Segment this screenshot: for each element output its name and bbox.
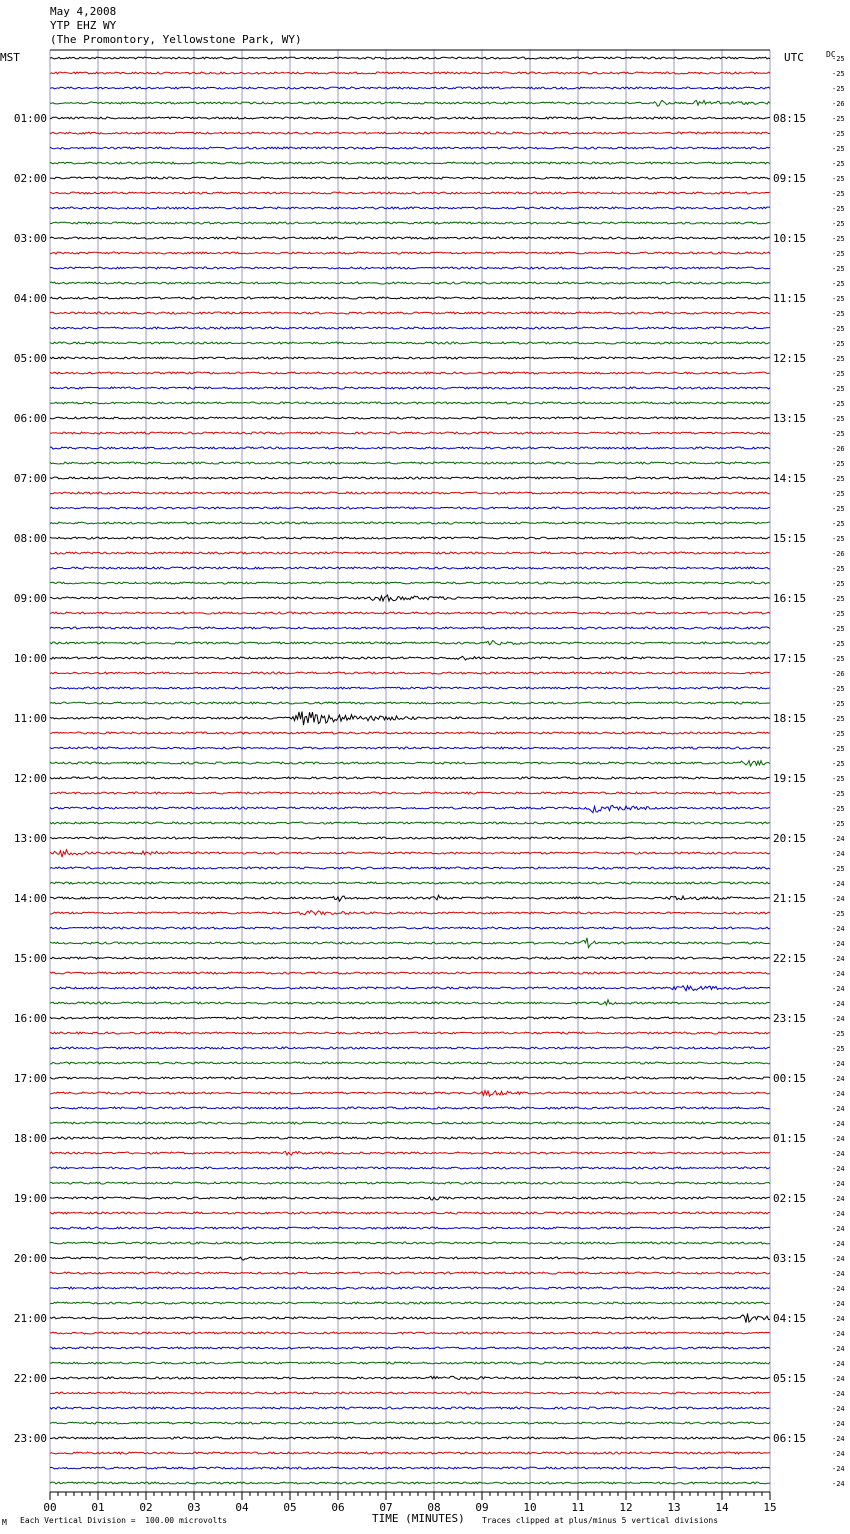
seismic-trace-59 xyxy=(50,927,770,929)
hour-label-left: 10:00 xyxy=(13,652,47,665)
dc-offset-label: -24 xyxy=(832,1225,845,1233)
seismic-trace-4 xyxy=(50,100,770,106)
dc-offset-label: -24 xyxy=(832,1360,845,1368)
seismic-trace-35 xyxy=(50,567,770,569)
x-tick-label: 09 xyxy=(475,1501,489,1514)
seismic-trace-54 xyxy=(50,850,770,858)
seismic-trace-11 xyxy=(50,207,770,209)
seismic-trace-31 xyxy=(50,507,770,509)
dc-offset-label: -25 xyxy=(832,340,845,348)
x-tick-label: 08 xyxy=(427,1501,441,1514)
dc-offset-label: -25 xyxy=(832,220,845,228)
dc-offset-label: -24 xyxy=(832,1165,845,1173)
dc-offset-label: -25 xyxy=(832,190,845,198)
dc-offset-label: -26 xyxy=(832,445,845,453)
hour-label-left: 21:00 xyxy=(13,1312,47,1325)
hour-label-left: 08:00 xyxy=(13,532,47,545)
scale-note: Each Vertical Division = 100.00 microvolts xyxy=(20,1516,228,1525)
dc-offset-label: -25 xyxy=(832,640,845,648)
seismic-trace-52 xyxy=(50,822,770,824)
dc-offset-label: -25 xyxy=(832,1045,845,1053)
dc-offset-label: -24 xyxy=(832,940,845,948)
seismic-trace-20 xyxy=(50,342,770,344)
seismic-trace-14 xyxy=(50,252,770,254)
seismic-trace-6 xyxy=(50,132,770,134)
seismic-trace-89 xyxy=(50,1376,770,1379)
seismic-trace-25 xyxy=(50,417,770,419)
dc-offset-label: -25 xyxy=(832,790,845,798)
dc-offset-label: -25 xyxy=(832,820,845,828)
dc-offset-label: -25 xyxy=(832,85,845,93)
dc-offset-label: -24 xyxy=(832,1315,845,1323)
seismic-trace-24 xyxy=(50,402,770,404)
seismic-trace-51 xyxy=(50,805,770,812)
seismic-trace-90 xyxy=(50,1392,770,1394)
dc-offset-label: -24 xyxy=(832,1375,845,1383)
dc-offset-label: -25 xyxy=(832,475,845,483)
seismic-trace-74 xyxy=(50,1151,770,1155)
dc-offset-label: -25 xyxy=(832,70,845,78)
seismic-trace-12 xyxy=(50,222,770,224)
dc-offset-label: -24 xyxy=(832,850,845,858)
dc-offset-label: -26 xyxy=(832,100,845,108)
dc-offset-label: -25 xyxy=(832,625,845,633)
dc-offset-label: -25 xyxy=(832,715,845,723)
seismic-trace-33 xyxy=(50,537,770,539)
dc-offset-label: -24 xyxy=(832,1465,845,1473)
dc-offset-label: -24 xyxy=(832,1150,845,1158)
seismic-trace-63 xyxy=(50,986,770,991)
dc-offset-label: -24 xyxy=(832,1480,845,1488)
hour-label-right: 06:15 xyxy=(773,1432,807,1445)
seismic-trace-23 xyxy=(50,387,770,389)
dc-offset-label: -25 xyxy=(832,1030,845,1038)
plot-date: May 4,2008 xyxy=(50,5,117,18)
plot-title: YTP EHZ WY xyxy=(50,19,117,32)
left-timezone-label: MST xyxy=(0,51,20,64)
dc-offset-label: -24 xyxy=(832,1270,845,1278)
seismic-trace-79 xyxy=(50,1227,770,1229)
dc-offset-label: -24 xyxy=(832,1120,845,1128)
hour-label-right: 04:15 xyxy=(773,1312,807,1325)
dc-offset-label: -25 xyxy=(832,265,845,273)
seismic-trace-94 xyxy=(50,1452,770,1454)
dc-offset-label: -24 xyxy=(832,955,845,963)
dc-offset-label: -24 xyxy=(832,1075,845,1083)
dc-offset-label: -25 xyxy=(832,325,845,333)
seismic-trace-17 xyxy=(50,297,770,299)
hour-label-right: 19:15 xyxy=(773,772,807,785)
seismic-trace-39 xyxy=(50,627,770,629)
dc-offset-label: -24 xyxy=(832,1090,845,1098)
dc-offset-label: -25 xyxy=(832,775,845,783)
dc-offset-label: -24 xyxy=(832,1435,845,1443)
seismic-trace-87 xyxy=(50,1347,770,1349)
hour-label-left: 02:00 xyxy=(13,172,47,185)
dc-offset-label: -24 xyxy=(832,1000,845,1008)
dc-offset-label: -24 xyxy=(832,1210,845,1218)
footer-mark: M xyxy=(2,1518,7,1527)
dc-offset-label: -25 xyxy=(832,160,845,168)
seismic-trace-9 xyxy=(50,177,770,179)
seismic-trace-57 xyxy=(50,895,770,901)
seismic-trace-50 xyxy=(50,792,770,794)
seismic-trace-67 xyxy=(50,1047,770,1049)
seismic-trace-56 xyxy=(50,882,770,884)
hour-label-left: 16:00 xyxy=(13,1012,47,1025)
seismic-trace-40 xyxy=(50,641,770,645)
hour-label-right: 03:15 xyxy=(773,1252,807,1265)
x-tick-label: 01 xyxy=(91,1501,105,1514)
dc-offset-label: -26 xyxy=(832,550,845,558)
seismic-trace-49 xyxy=(50,777,770,779)
dc-offset-label: -24 xyxy=(832,985,845,993)
dc-offset-label: -24 xyxy=(832,1195,845,1203)
x-tick-label: 10 xyxy=(523,1501,537,1514)
dc-offset-label: -24 xyxy=(832,1135,845,1143)
hour-label-right: 11:15 xyxy=(773,292,807,305)
dc-offset-label: -25 xyxy=(832,730,845,738)
x-tick-label: 11 xyxy=(571,1501,585,1514)
seismic-trace-8 xyxy=(50,162,770,164)
hour-label-right: 16:15 xyxy=(773,592,807,605)
dc-offset-label: -24 xyxy=(832,1285,845,1293)
hour-label-right: 00:15 xyxy=(773,1072,807,1085)
seismic-trace-60 xyxy=(50,938,770,948)
seismic-trace-46 xyxy=(50,732,770,734)
dc-offset-label: -24 xyxy=(832,1105,845,1113)
dc-offset-label: -25 xyxy=(832,385,845,393)
seismic-trace-62 xyxy=(50,972,770,974)
dc-offset-label: -24 xyxy=(832,1240,845,1248)
hour-label-right: 05:15 xyxy=(773,1372,807,1385)
seismic-trace-75 xyxy=(50,1167,770,1169)
dc-label: DC xyxy=(826,50,836,59)
dc-offset-label: -25 xyxy=(832,490,845,498)
seismic-trace-92 xyxy=(50,1422,770,1424)
seismic-trace-88 xyxy=(50,1362,770,1364)
hour-label-left: 09:00 xyxy=(13,592,47,605)
seismic-trace-65 xyxy=(50,1017,770,1019)
x-tick-label: 12 xyxy=(619,1501,633,1514)
hour-label-left: 12:00 xyxy=(13,772,47,785)
seismic-trace-16 xyxy=(50,282,770,284)
dc-offset-label: -25 xyxy=(832,55,845,63)
hour-label-right: 14:15 xyxy=(773,472,807,485)
x-tick-label: 15 xyxy=(763,1501,777,1514)
seismic-trace-36 xyxy=(50,582,770,584)
seismic-trace-69 xyxy=(50,1077,770,1079)
seismic-trace-2 xyxy=(50,72,770,74)
seismic-trace-32 xyxy=(50,522,770,524)
dc-offset-label: -25 xyxy=(832,415,845,423)
seismic-trace-30 xyxy=(50,492,770,494)
dc-offset-label: -25 xyxy=(832,565,845,573)
x-tick-label: 02 xyxy=(139,1501,153,1514)
seismic-trace-70 xyxy=(50,1091,770,1097)
seismic-trace-86 xyxy=(50,1332,770,1334)
dc-offset-label: -25 xyxy=(832,430,845,438)
x-tick-label: 03 xyxy=(187,1501,201,1514)
dc-offset-label: -25 xyxy=(832,250,845,258)
seismic-trace-85 xyxy=(50,1313,770,1322)
dc-offset-label: -24 xyxy=(832,1300,845,1308)
dc-offset-label: -24 xyxy=(832,1060,845,1068)
hour-label-left: 23:00 xyxy=(13,1432,47,1445)
hour-label-left: 22:00 xyxy=(13,1372,47,1385)
x-axis-title: TIME (MINUTES) xyxy=(372,1512,465,1525)
x-tick-label: 06 xyxy=(331,1501,345,1514)
seismic-trace-21 xyxy=(50,357,770,359)
dc-offset-label: -25 xyxy=(832,355,845,363)
dc-offset-label: -25 xyxy=(832,115,845,123)
seismic-trace-34 xyxy=(50,552,770,554)
hour-label-left: 07:00 xyxy=(13,472,47,485)
dc-offset-label: -25 xyxy=(832,535,845,543)
dc-offset-label: -24 xyxy=(832,1390,845,1398)
seismic-trace-45 xyxy=(50,712,770,726)
seismic-trace-83 xyxy=(50,1287,770,1289)
hour-label-right: 02:15 xyxy=(773,1192,807,1205)
hour-label-right: 01:15 xyxy=(773,1132,807,1145)
seismic-trace-27 xyxy=(50,447,770,449)
dc-offset-label: -24 xyxy=(832,970,845,978)
seismic-trace-95 xyxy=(50,1467,770,1469)
hour-label-left: 15:00 xyxy=(13,952,47,965)
dc-offset-label: -24 xyxy=(832,1450,845,1458)
seismic-trace-84 xyxy=(50,1302,770,1304)
hour-label-left: 19:00 xyxy=(13,1192,47,1205)
seismic-trace-15 xyxy=(50,267,770,269)
seismic-trace-42 xyxy=(50,672,770,674)
seismic-trace-66 xyxy=(50,1032,770,1034)
hour-label-right: 09:15 xyxy=(773,172,807,185)
hour-label-left: 17:00 xyxy=(13,1072,47,1085)
dc-offset-label: -25 xyxy=(832,460,845,468)
dc-offset-label: -25 xyxy=(832,505,845,513)
seismic-trace-38 xyxy=(50,612,770,614)
plot-subtitle: (The Promontory, Yellowstone Park, WY) xyxy=(50,33,302,46)
dc-offset-label: -25 xyxy=(832,175,845,183)
dc-offset-label: -24 xyxy=(832,925,845,933)
dc-offset-label: -25 xyxy=(832,280,845,288)
seismic-trace-13 xyxy=(50,237,770,239)
hour-label-right: 12:15 xyxy=(773,352,807,365)
dc-offset-label: -25 xyxy=(832,595,845,603)
seismic-trace-43 xyxy=(50,687,770,689)
dc-offset-label: -25 xyxy=(832,655,845,663)
dc-offset-label: -24 xyxy=(832,1420,845,1428)
dc-offset-label: -25 xyxy=(832,145,845,153)
dc-offset-label: -25 xyxy=(832,205,845,213)
seismic-trace-10 xyxy=(50,192,770,194)
hour-label-right: 13:15 xyxy=(773,412,807,425)
clip-note: Traces clipped at plus/minus 5 vertical divisions xyxy=(482,1516,719,1525)
seismic-trace-47 xyxy=(50,747,770,749)
hour-label-right: 15:15 xyxy=(773,532,807,545)
hour-label-right: 20:15 xyxy=(773,832,807,845)
hour-label-left: 11:00 xyxy=(13,712,47,725)
x-tick-label: 14 xyxy=(715,1501,729,1514)
hour-label-left: 20:00 xyxy=(13,1252,47,1265)
seismic-trace-3 xyxy=(50,87,770,89)
dc-offset-label: -25 xyxy=(832,580,845,588)
hour-label-right: 08:15 xyxy=(773,112,807,125)
dc-offset-label: -25 xyxy=(832,295,845,303)
x-tick-label: 04 xyxy=(235,1501,249,1514)
dc-offset-label: -24 xyxy=(832,1405,845,1413)
hour-label-left: 04:00 xyxy=(13,292,47,305)
dc-offset-label: -24 xyxy=(832,1255,845,1263)
dc-offset-label: -25 xyxy=(832,760,845,768)
dc-offset-label: -24 xyxy=(832,1345,845,1353)
x-tick-label: 05 xyxy=(283,1501,297,1514)
seismic-trace-26 xyxy=(50,432,770,434)
dc-offset-label: -24 xyxy=(832,1015,845,1023)
seismic-trace-80 xyxy=(50,1242,770,1244)
seismic-trace-64 xyxy=(50,1000,770,1005)
dc-offset-label: -25 xyxy=(832,520,845,528)
seismic-trace-19 xyxy=(50,327,770,329)
dc-offset-label: -24 xyxy=(832,1330,845,1338)
hour-label-right: 21:15 xyxy=(773,892,807,905)
seismic-trace-53 xyxy=(50,837,770,839)
dc-offset-label: -25 xyxy=(832,310,845,318)
hour-label-left: 14:00 xyxy=(13,892,47,905)
dc-offset-label: -25 xyxy=(832,745,845,753)
hour-label-right: 17:15 xyxy=(773,652,807,665)
dc-offset-label: -24 xyxy=(832,880,845,888)
dc-offset-label: -25 xyxy=(832,130,845,138)
x-tick-label: 07 xyxy=(379,1501,393,1514)
dc-offset-label: -24 xyxy=(832,835,845,843)
seismic-trace-96 xyxy=(50,1482,770,1484)
dc-offset-label: -25 xyxy=(832,910,845,918)
seismic-trace-93 xyxy=(50,1437,770,1439)
hour-label-right: 23:15 xyxy=(773,1012,807,1025)
dc-offset-label: -25 xyxy=(832,370,845,378)
seismic-trace-68 xyxy=(50,1062,770,1064)
seismic-trace-18 xyxy=(50,312,770,314)
dc-offset-label: -25 xyxy=(832,235,845,243)
dc-offset-label: -25 xyxy=(832,700,845,708)
seismic-trace-29 xyxy=(50,477,770,479)
seismic-trace-71 xyxy=(50,1107,770,1109)
right-timezone-label: UTC xyxy=(784,51,804,64)
seismic-trace-77 xyxy=(50,1197,770,1200)
dc-offset-label: -24 xyxy=(832,895,845,903)
hour-label-left: 13:00 xyxy=(13,832,47,845)
hour-label-right: 18:15 xyxy=(773,712,807,725)
seismic-trace-73 xyxy=(50,1137,770,1139)
seismic-trace-28 xyxy=(50,462,770,464)
hour-label-left: 01:00 xyxy=(13,112,47,125)
seismic-trace-78 xyxy=(50,1212,770,1214)
hour-label-left: 18:00 xyxy=(13,1132,47,1145)
dc-offset-label: -25 xyxy=(832,685,845,693)
hour-label-left: 03:00 xyxy=(13,232,47,245)
seismic-trace-37 xyxy=(50,595,770,601)
seismic-trace-5 xyxy=(50,117,770,119)
dc-offset-label: -25 xyxy=(832,400,845,408)
seismic-trace-22 xyxy=(50,372,770,374)
seismic-trace-58 xyxy=(50,911,770,915)
seismic-trace-82 xyxy=(50,1272,770,1274)
dc-offset-label: -25 xyxy=(832,865,845,873)
seismic-trace-41 xyxy=(50,656,770,660)
dc-offset-label: -24 xyxy=(832,1180,845,1188)
hour-label-left: 05:00 xyxy=(13,352,47,365)
seismic-trace-44 xyxy=(50,702,770,704)
seismic-trace-81 xyxy=(50,1257,770,1260)
dc-offset-label: -25 xyxy=(832,610,845,618)
x-tick-label: 13 xyxy=(667,1501,681,1514)
dc-offset-label: -26 xyxy=(832,670,845,678)
dc-offset-label: -25 xyxy=(832,805,845,813)
seismic-trace-91 xyxy=(50,1407,770,1409)
hour-label-right: 22:15 xyxy=(773,952,807,965)
hour-label-left: 06:00 xyxy=(13,412,47,425)
seismic-trace-7 xyxy=(50,147,770,149)
seismic-trace-72 xyxy=(50,1122,770,1124)
seismic-trace-1 xyxy=(50,57,770,59)
seismic-trace-48 xyxy=(50,761,770,767)
seismic-trace-55 xyxy=(50,867,770,869)
x-tick-label: 00 xyxy=(43,1501,57,1514)
seismic-trace-61 xyxy=(50,957,770,959)
hour-label-right: 10:15 xyxy=(773,232,807,245)
seismic-trace-76 xyxy=(50,1182,770,1184)
